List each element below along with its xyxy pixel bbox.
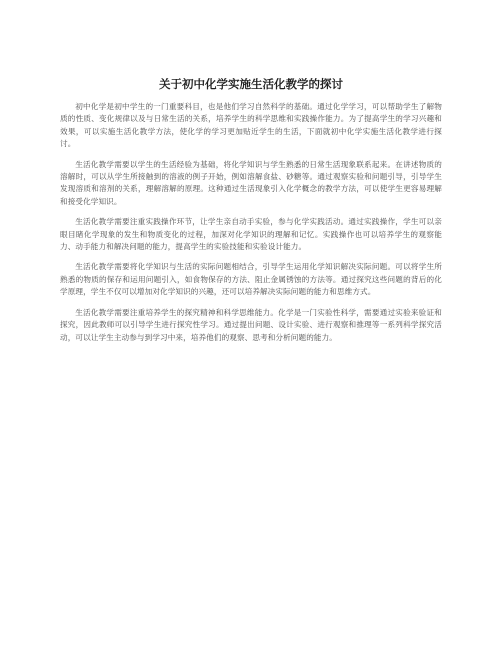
paragraph: 生活化教学需要注重培养学生的探究精神和科学思维能力。化学是一门实验性科学，需要通过实验来验证和探究，因此教师可以引导学生进行探究性学习。通过提出问题、设计实验、进行观察和推理等一系列科学探究活动，可以让学生主动参与到学习中来，培养他们的观察、思考和分析问题的能力。 [60,307,442,342]
paragraph: 生活化教学需要将化学知识与生活的实际问题相结合，引导学生运用化学知识解决实际问题。可以将学生所熟悉的物质的保存和运用问题引入，如食物保存的方法、阻止金属锈蚀的方法等。通过探究这些问题的背后的化学原理，学生不仅可以增加对化学知识的兴趣，还可以培养解决实际问题的能力和思维方式。 [60,262,442,297]
document-title: 关于初中化学实施生活化教学的探讨 [159,77,343,91]
paragraph: 生活化教学需要注重实践操作环节，让学生亲自动手实验，参与化学实践活动。通过实践操作，学生可以亲眼目睹化学现象的发生和物质变化的过程，加深对化学知识的理解和记忆。实践操作也可以培养学生的观察能力、动手能力和解决问题的能力，提高学生的实验技能和实验设计能力。 [60,217,442,252]
paragraph: 初中化学是初中学生的一门重要科目，也是他们学习自然科学的基础。通过化学学习，可以帮助学生了解物质的性质、变化规律以及与日常生活的关系，培养学生的科学思维和实践操作能力。为了提高学生的学习兴趣和效果，可以实施生活化教学方法，使化学的学习更加贴近学生的生活，下面就初中化学实施生活化教学进行探讨。 [60,102,442,149]
paragraph: 生活化教学需要以学生的生活经验为基础，将化学知识与学生熟悉的日常生活现象联系起来。在讲述物质的溶解时，可以从学生所接触到的溶液的例子开始，例如溶解食盐、砂糖等。通过观察实验和问题引导，引导学生发现溶质和溶剂的关系，理解溶解的原理。这种通过生活现象引入化学概念的教学方法，可以使学生更容易理解和接受化学知识。 [60,159,442,206]
document-body [60,101,442,352]
